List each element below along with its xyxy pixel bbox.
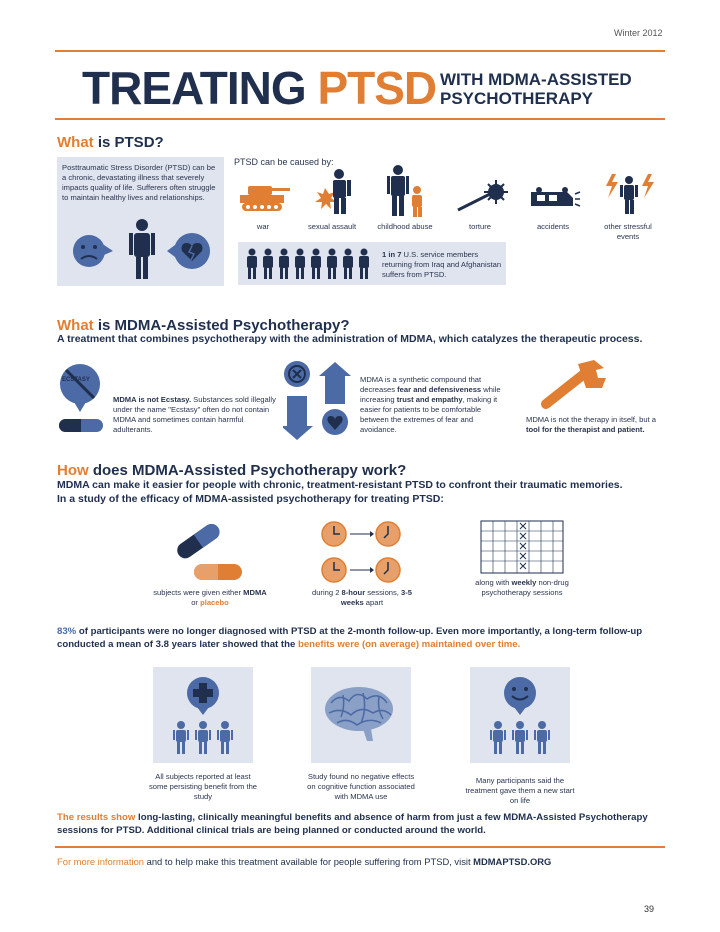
- page-title: [82, 63, 436, 113]
- outcome-benefit-text: All subjects reported at least some persisting benefit from the study: [148, 772, 258, 801]
- title-accent: How: [57, 462, 89, 479]
- brain-icon: [323, 683, 399, 743]
- mdma-compound-text: [360, 375, 510, 435]
- service-members-stat-panel: [238, 242, 506, 285]
- footer-rule: [55, 846, 665, 848]
- wrench-icon: [540, 358, 610, 410]
- result-a: of participants were no longer diagnosed with PTSD at the 2-month follow-up. Even more importantly, a long-term follow-up conducted a mean of 3.8 years later showed that the: [57, 626, 643, 650]
- title-treating: TREATING: [82, 62, 306, 114]
- persisting-benefit-icon: [171, 675, 235, 757]
- happy-people-icon: [488, 675, 552, 757]
- sad-person-icon: [67, 215, 217, 281]
- results-statement: [57, 625, 667, 651]
- sessions-d: 3-5 weeks: [340, 588, 413, 607]
- sessions-clock-icon: [320, 520, 404, 586]
- more-info-a: For more information: [57, 856, 145, 867]
- stat-rest: U.S. service members returning from Iraq and Afghanistan suffers from PTSD.: [382, 250, 502, 279]
- sessions-a: during 2: [311, 588, 342, 597]
- childhood-abuse-icon: [385, 164, 427, 218]
- issue-date: Winter 2012: [614, 28, 663, 38]
- result-b: benefits were (on average) maintained over time.: [297, 639, 521, 650]
- pills-icon: [170, 520, 248, 586]
- ptsd-intro-text: Posttraumatic Stress Disorder (PTSD) can be a chronic, devastating illness that severely impacts quality of life. Sufferers often struggle to maintain healthy lives and relationships.: [62, 163, 216, 202]
- section-what-is-ptsd-title: [57, 134, 164, 151]
- subtitle-line2: PSYCHOTHERAPY: [440, 89, 594, 108]
- title-rest: is PTSD?: [93, 134, 164, 151]
- weekly-text: [462, 578, 582, 598]
- conclusion-text: [57, 811, 667, 837]
- title-accent: What: [57, 317, 94, 334]
- section-how-does-title: [57, 462, 406, 479]
- sessions-c: sessions,: [365, 588, 402, 597]
- outcome-new-start-text: Many participants said the treatment gave them a new start on life: [465, 776, 575, 805]
- page-subtitle: [440, 70, 632, 108]
- ptsd-intro-panel: [57, 157, 224, 286]
- compound-b: fear and defensiveness: [397, 385, 482, 394]
- soldiers-icon: [246, 248, 374, 280]
- outcome-benefit-panel: [153, 667, 253, 763]
- sessions-text: [300, 588, 424, 608]
- conclusion-b: long-lasting, clinically meaningful benefits and absence of harm from just a few MDMA-Assisted Psychotherapy sessions for PTSD. Additional clinical trials are being planned or conducted around the world.: [57, 812, 648, 836]
- title-rest: does MDMA-Assisted Psychotherapy work?: [88, 462, 407, 479]
- section-how-subtitle-2: In a study of the efficacy of MDMA-assisted psychotherapy for treating PTSD:: [57, 493, 444, 505]
- sessions-e: apart: [363, 598, 384, 607]
- website-link[interactable]: MDMAPTSD.ORG: [473, 856, 552, 867]
- cause-torture-label: torture: [469, 222, 491, 231]
- more-info-text: [57, 856, 551, 867]
- page-number: 39: [644, 904, 655, 914]
- given-c: or: [191, 598, 201, 607]
- weekly-b: weekly: [511, 578, 537, 587]
- conclusion-a: The results show: [57, 812, 136, 823]
- outcome-cognitive-panel: [311, 667, 411, 763]
- more-info-b: and to help make this treatment available for people suffering from PTSD, visit: [144, 856, 474, 867]
- weekly-c: non-drug psychotherapy sessions: [481, 578, 569, 597]
- given-d: placebo: [200, 598, 229, 607]
- tank-icon: [238, 178, 290, 214]
- tool-a: MDMA is not the therapy in itself, but a: [526, 415, 656, 424]
- ecstasy-tablet-label: ECSTASY: [62, 377, 90, 383]
- causes-label: PTSD can be caused by:: [234, 157, 334, 167]
- title-accent: What: [57, 134, 94, 151]
- header-rule-bottom: [55, 118, 665, 120]
- weekly-a: along with: [475, 578, 512, 587]
- cause-other-label: other stressful events: [604, 222, 652, 241]
- not-ecstasy-text: [113, 395, 281, 435]
- not-ecstasy-bold: MDMA is not Ecstasy.: [113, 395, 192, 404]
- cause-sexual-assault-label: sexual assault: [307, 222, 357, 231]
- sessions-b: 8-hour: [341, 588, 366, 597]
- stat-bold: 1 in 7: [382, 250, 402, 259]
- result-pct: 83%: [57, 626, 77, 637]
- sexual-assault-icon: [311, 166, 355, 216]
- tool-b: tool for the therapist and patient.: [526, 425, 645, 434]
- cause-childhood-abuse-label: childhood abuse: [377, 222, 433, 231]
- given-text: [150, 588, 270, 608]
- compound-d: trust and empathy: [396, 395, 463, 404]
- subtitle-line1: WITH MDMA-ASSISTED: [440, 70, 632, 89]
- outcome-new-start-panel: [470, 667, 570, 763]
- compound-a: MDMA is a synthetic compound that decreases: [360, 375, 482, 394]
- header-rule-top: [55, 50, 665, 52]
- service-members-stat: [382, 250, 502, 280]
- not-ecstasy-icon: [57, 362, 107, 438]
- title-ptsd: PTSD: [317, 62, 437, 114]
- tool-text: [526, 415, 666, 435]
- stressful-events-icon: [604, 172, 654, 216]
- cause-war-label: war: [256, 222, 270, 231]
- given-b: MDMA: [243, 588, 267, 597]
- calendar-icon: [480, 520, 564, 574]
- section-mdma-subtitle: A treatment that combines psychotherapy with the administration of MDMA, which catalyzes the therapeutic process.: [57, 333, 643, 345]
- title-rest: is MDMA-Assisted Psychotherapy?: [93, 317, 350, 334]
- outcome-cognitive-text: Study found no negative effects on cognitive function associated with MDMA use: [307, 772, 415, 801]
- given-a: subjects were given either: [153, 588, 244, 597]
- section-how-subtitle-1: MDMA can make it easier for people with chronic, treatment-resistant PTSD to confront their traumatic memories.: [57, 479, 623, 491]
- compound-e: , making it easier for patients to be comfortable between the extremes of fear and avoidance.: [360, 395, 498, 434]
- fear-down-trust-up-icon: [283, 360, 353, 442]
- not-ecstasy-rest: Substances sold illegally under the name "Ecstasy" often do not contain MDMA and sometimes contain harmful adulterants.: [113, 395, 276, 434]
- torture-icon: [454, 180, 512, 214]
- compound-c: while increasing: [360, 385, 501, 404]
- cause-accidents-label: accidents: [536, 222, 570, 231]
- car-accident-icon: [527, 186, 581, 212]
